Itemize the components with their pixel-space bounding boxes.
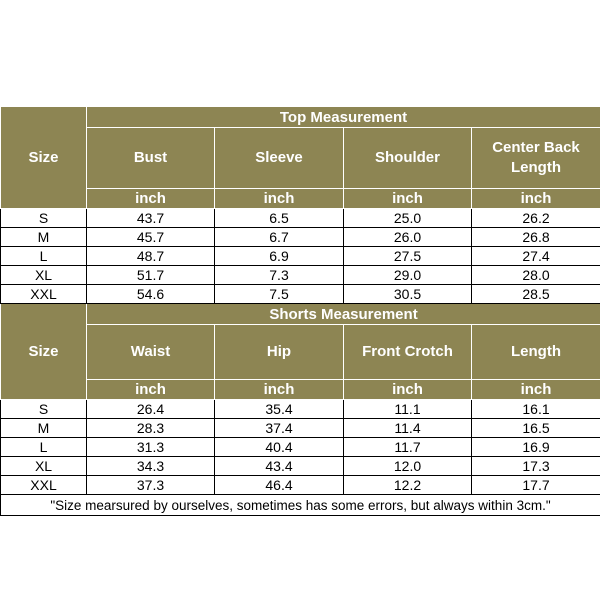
measurement-cell: 26.0 xyxy=(344,228,472,247)
table-row xyxy=(1,247,600,266)
measurement-cell: 12.0 xyxy=(344,457,472,476)
measurement-cell: 31.3 xyxy=(87,438,215,457)
measurement-cell: 12.2 xyxy=(344,476,472,495)
measurement-cell: 48.7 xyxy=(87,247,215,266)
measurement-cell: 28.0 xyxy=(472,266,600,285)
size-cell: M xyxy=(1,419,87,438)
measurement-cell: 28.5 xyxy=(472,285,600,304)
unit-label: inch xyxy=(87,189,215,209)
measurement-cell: 30.5 xyxy=(344,285,472,304)
table-row xyxy=(1,266,600,285)
unit-label: inch xyxy=(344,189,472,209)
column-header-bust: Bust xyxy=(87,128,215,189)
table-row xyxy=(1,228,600,247)
measurement-cell: 46.4 xyxy=(215,476,344,495)
measurement-cell: 16.5 xyxy=(472,419,600,438)
column-header-length: Length xyxy=(472,325,600,380)
size-chart-table xyxy=(0,106,600,516)
unit-label: inch xyxy=(215,189,344,209)
top-section-title: Top Measurement xyxy=(87,107,600,128)
top-measurement-table xyxy=(1,107,600,209)
measurement-cell: 29.0 xyxy=(344,266,472,285)
measurement-cell: 7.3 xyxy=(215,266,344,285)
size-cell: XXL xyxy=(1,476,87,495)
measurement-cell: 16.9 xyxy=(472,438,600,457)
shorts-section-title: Shorts Measurement xyxy=(87,304,600,325)
table-row xyxy=(1,419,600,438)
measurement-cell: 16.1 xyxy=(472,400,600,419)
measurement-cell: 26.8 xyxy=(472,228,600,247)
measurement-cell: 17.3 xyxy=(472,457,600,476)
shorts-measurement-rows xyxy=(1,400,600,495)
column-header-shoulder: Shoulder xyxy=(344,128,472,189)
measurement-cell: 43.7 xyxy=(87,209,215,228)
size-cell: L xyxy=(1,438,87,457)
size-cell: L xyxy=(1,247,87,266)
table-row xyxy=(1,476,600,495)
unit-label: inch xyxy=(472,189,600,209)
measurement-cell: 40.4 xyxy=(215,438,344,457)
unit-label: inch xyxy=(87,380,215,400)
size-cell: XL xyxy=(1,457,87,476)
size-cell: XL xyxy=(1,266,87,285)
measurement-cell: 35.4 xyxy=(215,400,344,419)
size-chart xyxy=(0,106,600,516)
unit-label: inch xyxy=(472,380,600,400)
size-cell: XXL xyxy=(1,285,87,304)
measurement-cell: 27.4 xyxy=(472,247,600,266)
unit-label: inch xyxy=(344,380,472,400)
column-header-front-crotch: Front Crotch xyxy=(344,325,472,380)
table-row xyxy=(1,438,600,457)
shorts-measurement-table xyxy=(1,304,600,400)
table-row xyxy=(1,209,600,228)
unit-label: inch xyxy=(215,380,344,400)
measurement-cell: 17.7 xyxy=(472,476,600,495)
table-row xyxy=(1,285,600,304)
measurement-cell: 26.2 xyxy=(472,209,600,228)
measurement-cell: 11.7 xyxy=(344,438,472,457)
measurement-cell: 11.4 xyxy=(344,419,472,438)
measurement-cell: 6.5 xyxy=(215,209,344,228)
measurement-cell: 11.1 xyxy=(344,400,472,419)
measurement-cell: 45.7 xyxy=(87,228,215,247)
table-row xyxy=(1,400,600,419)
measurement-cell: 7.5 xyxy=(215,285,344,304)
column-header-hip: Hip xyxy=(215,325,344,380)
shorts-size-header: Size xyxy=(1,304,87,400)
top-measurement-rows xyxy=(1,209,600,304)
column-header-sleeve: Sleeve xyxy=(215,128,344,189)
table-row xyxy=(1,457,600,476)
measurement-cell: 25.0 xyxy=(344,209,472,228)
top-size-header: Size xyxy=(1,107,87,209)
measurement-cell: 51.7 xyxy=(87,266,215,285)
measurement-cell: 28.3 xyxy=(87,419,215,438)
measurement-cell: 26.4 xyxy=(87,400,215,419)
measurement-cell: 43.4 xyxy=(215,457,344,476)
column-header-waist: Waist xyxy=(87,325,215,380)
measurement-cell: 6.9 xyxy=(215,247,344,266)
measurement-cell: 54.6 xyxy=(87,285,215,304)
column-header-center-back-length: Center Back Length xyxy=(472,128,600,189)
measurement-cell: 37.3 xyxy=(87,476,215,495)
size-cell: S xyxy=(1,209,87,228)
measurement-cell: 6.7 xyxy=(215,228,344,247)
measurement-cell: 34.3 xyxy=(87,457,215,476)
size-cell: M xyxy=(1,228,87,247)
measurement-note: "Size mearsured by ourselves, sometimes has some errors, but always within 3cm." xyxy=(1,495,600,516)
measurement-cell: 27.5 xyxy=(344,247,472,266)
measurement-cell: 37.4 xyxy=(215,419,344,438)
size-cell: S xyxy=(1,400,87,419)
